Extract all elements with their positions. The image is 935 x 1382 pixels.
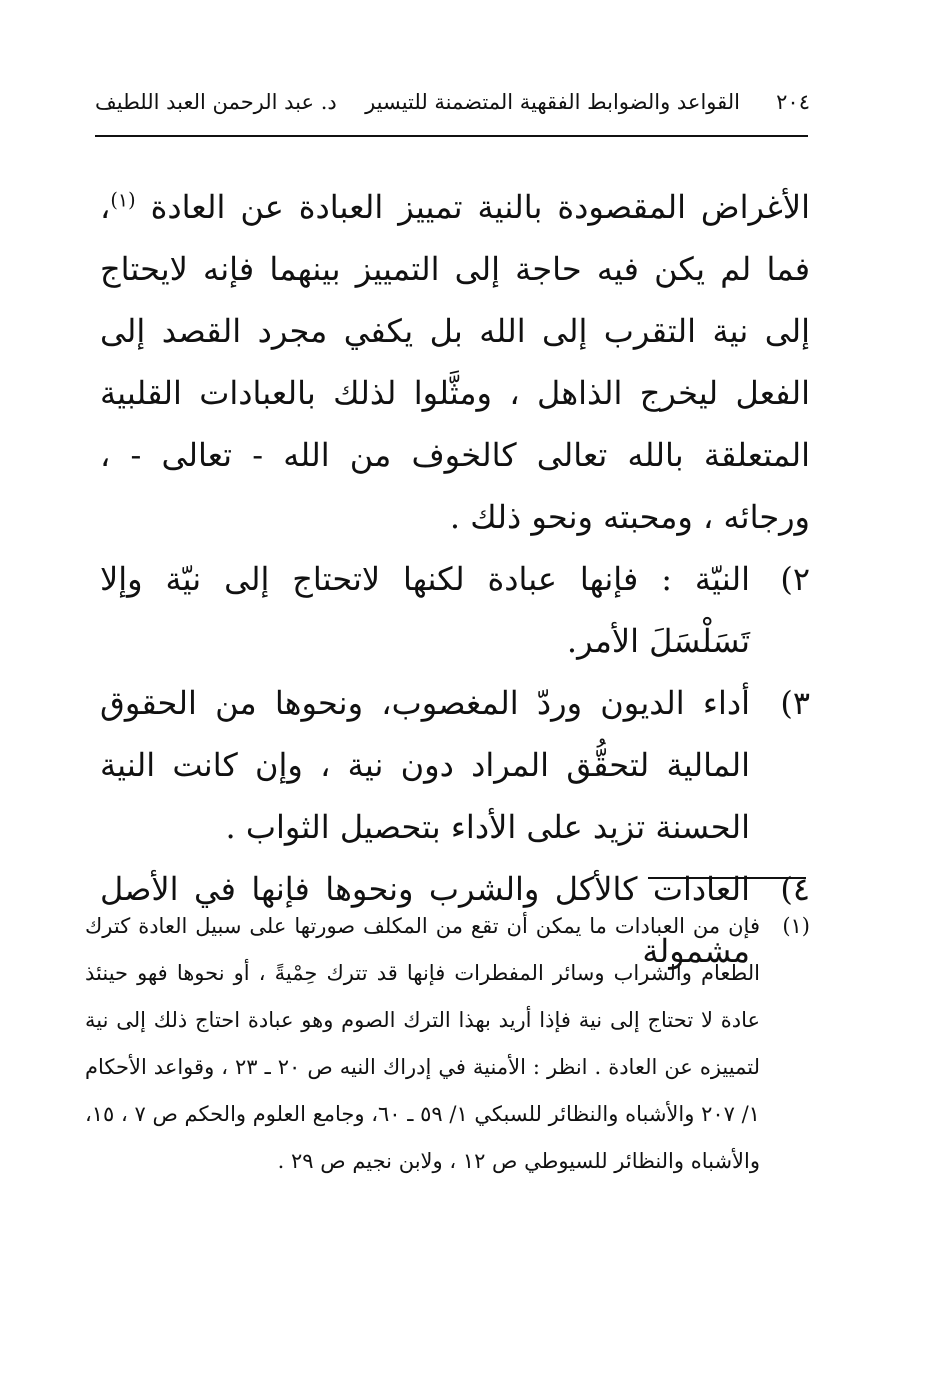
list-item-number: ٢)	[780, 560, 810, 598]
list-item-number: ٣)	[780, 684, 810, 722]
list-item-text: العادات كالأكل والشرب ونحوها فإنها في الأصل مشمولة	[100, 870, 750, 970]
footnote-reference: (١)	[110, 188, 136, 212]
intro-paragraph	[100, 176, 810, 548]
footnote	[85, 903, 810, 1185]
book-title: القواعد والضوابط الفقهية المتضمنة للتيسير	[365, 90, 740, 114]
list-item-text: النيّة : فإنها عبادة لكنها لاتحتاج إلى نيّة وإلا تَسَلْسَلَ الأمر.	[100, 560, 750, 660]
author-name: د. عبد الرحمن العبد اللطيف	[95, 90, 337, 114]
list-item-number: ٤)	[780, 870, 810, 908]
list-item-text: أداء الديون وردّ المغصوب، ونحوها من الحقوق المالية لتحقُّق المراد دون نية ، وإن كانت النية الحسنة تزيد على الأداء بتحصيل الثواب .	[100, 684, 750, 846]
intro-paragraph-text: الأغراض المقصودة بالنية تمييز العبادة عن العادة	[150, 188, 811, 226]
main-text	[100, 176, 810, 982]
footnote-marker: (١)	[782, 914, 810, 938]
intro-paragraph-continuation: ، فما لم يكن فيه حاجة إلى التمييز بينهما فإنه لايحتاج إلى نية التقرب إلى الله بل يكفي مجرد القصد إلى الفعل ليخرج الذاهل ، ومثَّلوا لذلك بالعبادات القلبية المتعلقة بالله تعالى كالخوف من الله - تعالى - ، ورجائه ، ومحبته ونحو ذلك .	[100, 188, 811, 536]
footnote-divider	[648, 877, 806, 879]
page-number: ٢٠٤	[776, 90, 810, 114]
footnote-text: فإن من العبادات ما يمكن أن تقع من المكلف صورتها على سبيل العادة كترك الطعام والشراب وسائر المفطرات فإنها قد تترك حِمْيةً ، أو نحوها فهو حينئذ عادة لا تحتاج إلى نية فإذا أريد بهذا الترك الصوم وهو عبادة احتاج ذلك إلى نية لتمييزه عن العادة . انظر : الأمنية في إدراك النيه ص ٢٠ ـ ٢٣ ، وقواعد الأحكام ١/ ٢٠٧ والأشباه والنظائر للسبكي ١/ ٥٩ ـ ٦٠، وجامع العلوم والحكم ص ٧ ، ١٥، والأشباه والنظائر للسيوطي ص ١٢ ، ولابن نجيم ص ٢٩ .	[85, 914, 760, 1173]
list-item-3	[100, 672, 810, 858]
page-header	[95, 82, 810, 122]
list-item-2	[100, 548, 810, 672]
header-divider	[95, 135, 808, 137]
